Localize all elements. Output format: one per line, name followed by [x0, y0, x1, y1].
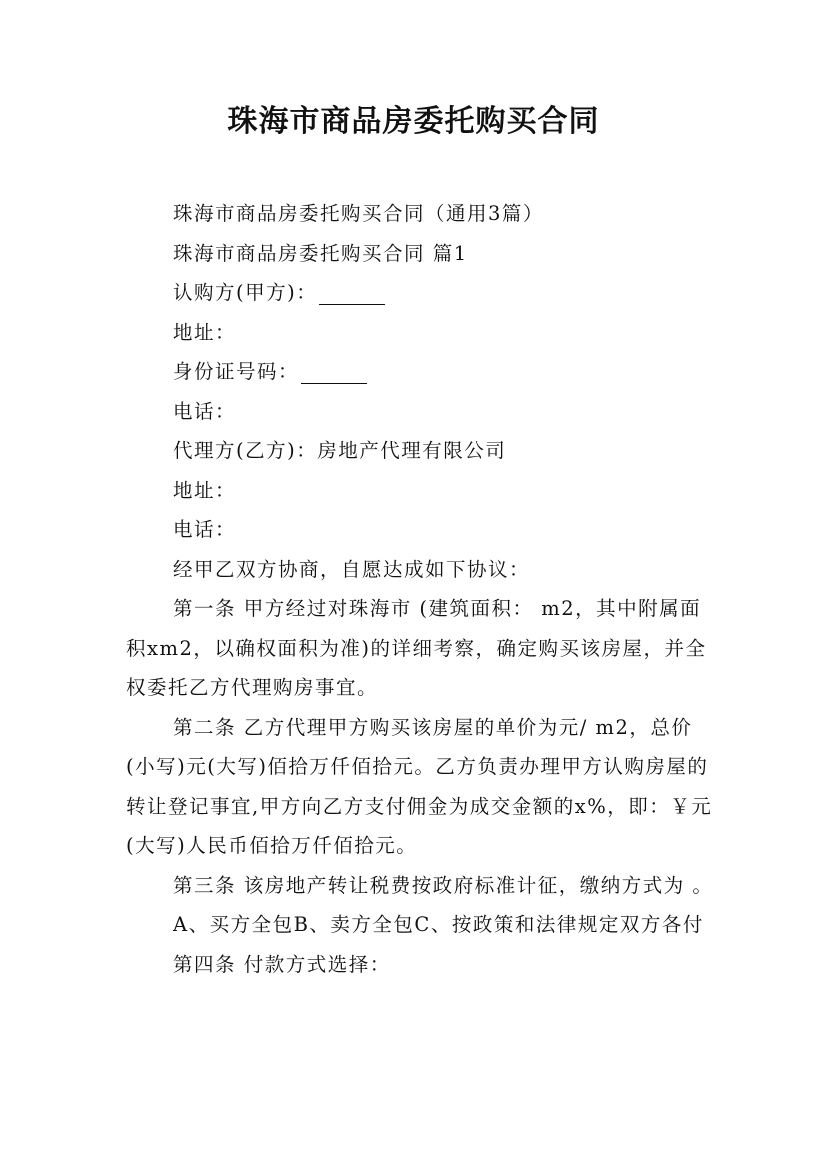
- buyer-address: 地址：: [173, 320, 237, 344]
- agent-address: 地址：: [173, 478, 237, 502]
- article-1: 第一条 甲方经过对珠海市 (建筑面积： m2，其中附属面积xm2，以确权面积为准)的详细考察，确定购买该房屋，并全权委托乙方代理购房事宜。: [126, 597, 707, 699]
- document-body: [126, 194, 716, 984]
- document-title: 珠海市商品房委托购买合同: [227, 104, 600, 139]
- article-3: 第三条 该房地产转让税费按政府标准计征，缴纳方式为 。: [173, 873, 714, 897]
- buyer-name-blank: [319, 282, 385, 305]
- part-heading: 珠海市商品房委托购买合同 篇1: [173, 241, 468, 265]
- agreement-intro: 经甲乙双方协商，自愿达成如下协议：: [173, 557, 531, 581]
- subtitle: 珠海市商品房委托购买合同（通用3篇）: [173, 202, 544, 225]
- article-4: 第四条 付款方式选择：: [173, 952, 391, 976]
- buyer-line: [126, 273, 716, 313]
- buyer-id-label: 身份证号码：: [173, 360, 300, 383]
- agent-phone: 电话：: [173, 518, 237, 541]
- article-2: 第二条 乙方代理甲方购买该房屋的单价为元/ m2，总价(小写)元(大写)佰拾万仟佰拾元。乙方负责办理甲方认购房屋的转让登记事宜,甲方向乙方支付佣金为成交金额的x%，即：￥元(大写)人民币佰拾万仟佰拾元。: [126, 715, 713, 857]
- buyer-phone: 电话：: [173, 399, 237, 423]
- article-3-options: A、买方全包B、卖方全包C、按政策和法律规定双方各付: [173, 913, 704, 936]
- agent-line: 代理方(乙方)：房地产代理有限公司: [173, 439, 507, 462]
- buyer-id-line: [126, 352, 716, 392]
- buyer-label: 认购方(甲方)：: [173, 281, 318, 304]
- buyer-id-blank: [301, 361, 367, 384]
